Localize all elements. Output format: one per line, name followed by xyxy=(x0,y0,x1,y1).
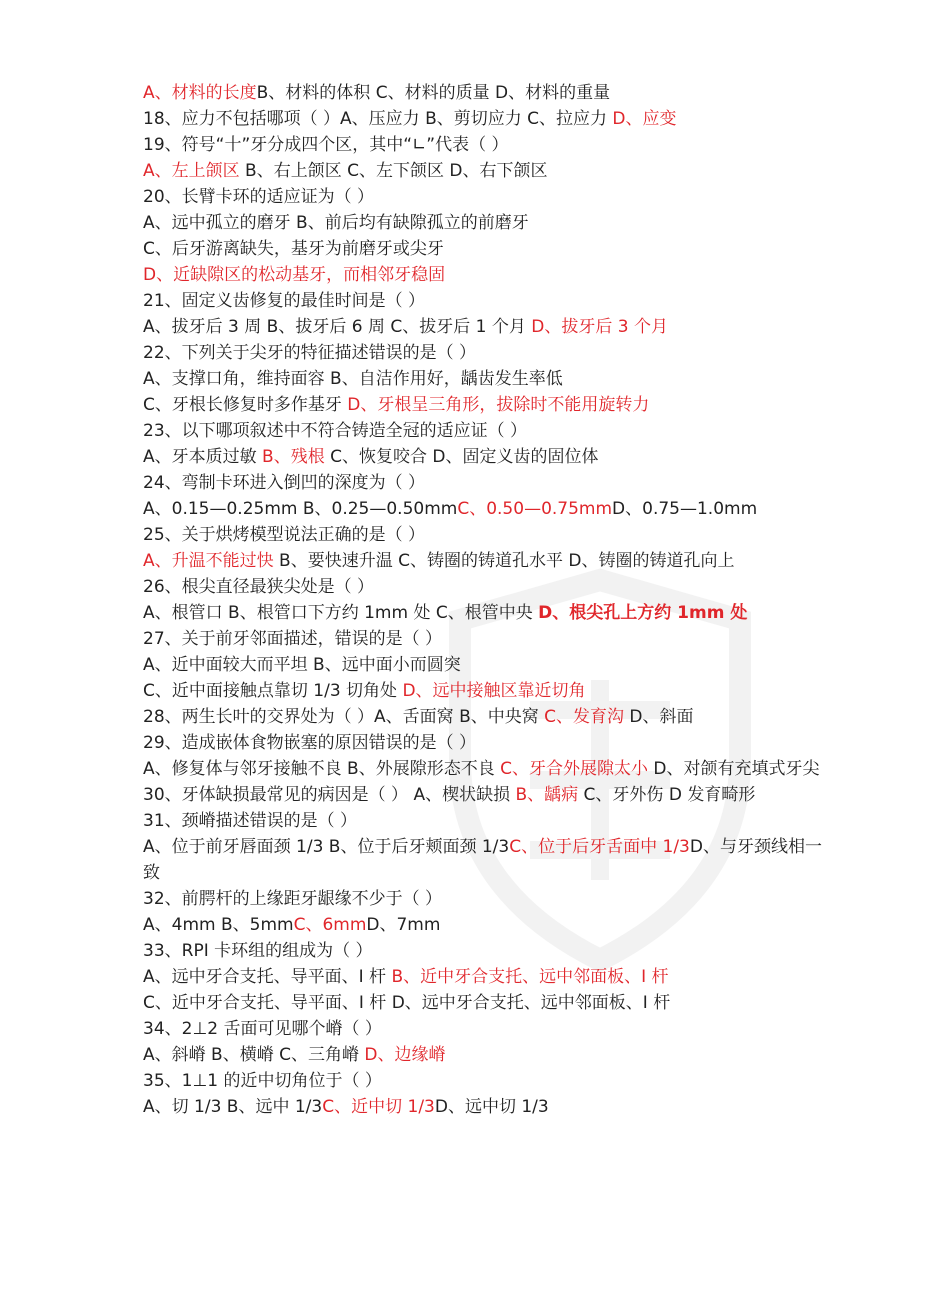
question-text: 26、根尖直径最狭尖处是（ ） xyxy=(143,577,375,597)
text-line xyxy=(143,808,823,834)
question-text: C、后牙游离缺失，基牙为前磨牙或尖牙 xyxy=(143,239,444,259)
text-line xyxy=(143,106,823,132)
question-text: D、远中切 1/3 xyxy=(434,1097,549,1117)
text-line xyxy=(143,912,823,938)
text-line xyxy=(143,236,823,262)
text-line xyxy=(143,652,823,678)
question-text: 28、两生长叶的交界处为（ ）A、舌面窝 B、中央窝 xyxy=(143,707,545,727)
answer-highlight: A、材料的长度 xyxy=(143,83,257,103)
text-line xyxy=(143,1042,823,1068)
text-line xyxy=(143,834,823,886)
question-text: 21、固定义齿修复的最佳时间是（ ） xyxy=(143,291,426,311)
text-line xyxy=(143,288,823,314)
answer-highlight: B、龋病 xyxy=(515,785,579,805)
text-line xyxy=(143,1016,823,1042)
text-line xyxy=(143,1094,823,1120)
question-text: 18、应力不包括哪项（ ）A、压应力 B、剪切应力 C、拉应力 xyxy=(143,109,613,129)
answer-highlight: D、边缘嵴 xyxy=(364,1045,446,1065)
text-line xyxy=(143,366,823,392)
text-line xyxy=(143,80,823,106)
question-text: A、修复体与邻牙接触不良 B、外展隙形态不良 xyxy=(143,759,501,779)
text-line xyxy=(143,314,823,340)
question-text: A、远中牙合支托、导平面、I 杆 xyxy=(143,967,392,987)
answer-highlight: B、近中牙合支托、远中邻面板、I 杆 xyxy=(391,967,669,987)
question-text: 29、造成嵌体食物嵌塞的原因错误的是（ ） xyxy=(143,733,477,753)
question-text: 33、RPI 卡环组的组成为（ ） xyxy=(143,941,373,961)
question-text: A、牙本质过敏 xyxy=(143,447,263,467)
text-line xyxy=(143,444,823,470)
text-line xyxy=(143,938,823,964)
text-line xyxy=(143,964,823,990)
answer-highlight: C、位于后牙舌面中 1/3 xyxy=(509,837,690,857)
question-text: A、根管口 B、根管口下方约 1mm 处 C、根管中央 xyxy=(143,603,539,623)
text-line xyxy=(143,184,823,210)
question-text: 32、前腭杆的上缘距牙龈缘不少于（ ） xyxy=(143,889,443,909)
question-text: A、远中孤立的磨牙 B、前后均有缺隙孤立的前磨牙 xyxy=(143,213,529,233)
question-text: D、0.75—1.0mm xyxy=(612,499,758,519)
question-text: 25、关于烘烤模型说法正确的是（ ） xyxy=(143,525,426,545)
answer-highlight: D、牙根呈三角形，拔除时不能用旋转力 xyxy=(347,395,650,415)
question-text: 24、弯制卡环进入倒凹的深度为（ ） xyxy=(143,473,426,493)
question-text: B、右上颌区 C、左下颌区 D、右下颌区 xyxy=(239,161,548,181)
text-line xyxy=(143,782,823,808)
question-text: 20、长臂卡环的适应证为（ ） xyxy=(143,187,375,207)
answer-highlight: D、近缺隙区的松动基牙，而相邻牙稳固 xyxy=(143,265,446,285)
question-list xyxy=(143,80,823,1120)
text-line xyxy=(143,704,823,730)
text-line xyxy=(143,1068,823,1094)
question-text: 19、符号“十”牙分成四个区，其中“∟”代表（ ） xyxy=(143,135,509,155)
question-text: A、切 1/3 B、远中 1/3 xyxy=(143,1097,323,1117)
answer-highlight: D、远中接触区靠近切角 xyxy=(402,681,586,701)
answer-highlight: C、0.50—0.75mm xyxy=(457,499,613,519)
text-line xyxy=(143,132,823,158)
question-text: A、4mm B、5mm xyxy=(143,915,294,935)
answer-highlight: A、左上颌区 xyxy=(143,161,240,181)
text-line xyxy=(143,756,823,782)
text-line xyxy=(143,886,823,912)
text-line xyxy=(143,262,823,288)
text-line xyxy=(143,470,823,496)
text-line xyxy=(143,158,823,184)
question-text: C、恢复咬合 D、固定义齿的固位体 xyxy=(324,447,599,467)
question-text: D、对颌有充填式牙尖 xyxy=(647,759,820,779)
text-line xyxy=(143,548,823,574)
question-text: A、支撑口角，维持面容 B、自洁作用好，龋齿发生率低 xyxy=(143,369,563,389)
answer-highlight: A、升温不能过快 xyxy=(143,551,274,571)
question-text: 23、以下哪项叙述中不符合铸造全冠的适应证（ ） xyxy=(143,421,528,441)
answer-highlight: C、近中切 1/3 xyxy=(322,1097,435,1117)
question-text: B、材料的体积 C、材料的质量 D、材料的重量 xyxy=(256,83,611,103)
question-text: 31、颈嵴描述错误的是（ ） xyxy=(143,811,358,831)
question-text: 27、关于前牙邻面描述，错误的是（ ） xyxy=(143,629,443,649)
question-text: 34、2⊥2 舌面可见哪个嵴（ ） xyxy=(143,1019,382,1039)
question-text: A、斜嵴 B、横嵴 C、三角嵴 xyxy=(143,1045,365,1065)
text-line xyxy=(143,522,823,548)
question-text: D、7mm xyxy=(366,915,441,935)
answer-highlight: B、残根 xyxy=(262,447,325,467)
text-line xyxy=(143,574,823,600)
answer-highlight: C、6mm xyxy=(293,915,367,935)
answer-highlight: D、拔牙后 3 个月 xyxy=(531,317,668,337)
question-text: A、0.15—0.25mm B、0.25—0.50mm xyxy=(143,499,458,519)
question-text: B、要快速升温 C、铸圈的铸道孔水平 D、铸圈的铸道孔向上 xyxy=(273,551,735,571)
text-line xyxy=(143,626,823,652)
text-line xyxy=(143,678,823,704)
text-line xyxy=(143,340,823,366)
answer-highlight: D、应变 xyxy=(612,109,677,129)
text-line xyxy=(143,496,823,522)
question-text: 22、下列关于尖牙的特征描述错误的是（ ） xyxy=(143,343,477,363)
question-text: C、牙根长修复时多作基牙 xyxy=(143,395,348,415)
answer-highlight: C、牙合外展隙太小 xyxy=(500,759,648,779)
question-text: D、与牙颈线相一致 xyxy=(143,837,822,883)
text-line xyxy=(143,418,823,444)
text-line xyxy=(143,990,823,1016)
answer-highlight: C、发育沟 xyxy=(544,707,625,727)
text-line xyxy=(143,392,823,418)
text-line xyxy=(143,210,823,236)
answer-highlight: D、根尖孔上方约 1mm 处 xyxy=(538,603,748,623)
question-text: C、牙外伤 D 发育畸形 xyxy=(578,785,756,805)
question-text: D、斜面 xyxy=(624,707,694,727)
question-text: 35、1⊥1 的近中切角位于（ ） xyxy=(143,1071,382,1091)
question-text: C、近中面接触点靠切 1/3 切角处 xyxy=(143,681,403,701)
question-text: A、位于前牙唇面颈 1/3 B、位于后牙颊面颈 1/3 xyxy=(143,837,510,857)
text-line xyxy=(143,730,823,756)
question-text: A、近中面较大而平坦 B、远中面小而圆突 xyxy=(143,655,461,675)
text-line xyxy=(143,600,823,626)
question-text: A、拔牙后 3 周 B、拔牙后 6 周 C、拔牙后 1 个月 xyxy=(143,317,532,337)
question-text: 30、牙体缺损最常见的病因是（ ） A、楔状缺损 xyxy=(143,785,516,805)
question-text: C、近中牙合支托、导平面、I 杆 D、远中牙合支托、远中邻面板、I 杆 xyxy=(143,993,671,1013)
